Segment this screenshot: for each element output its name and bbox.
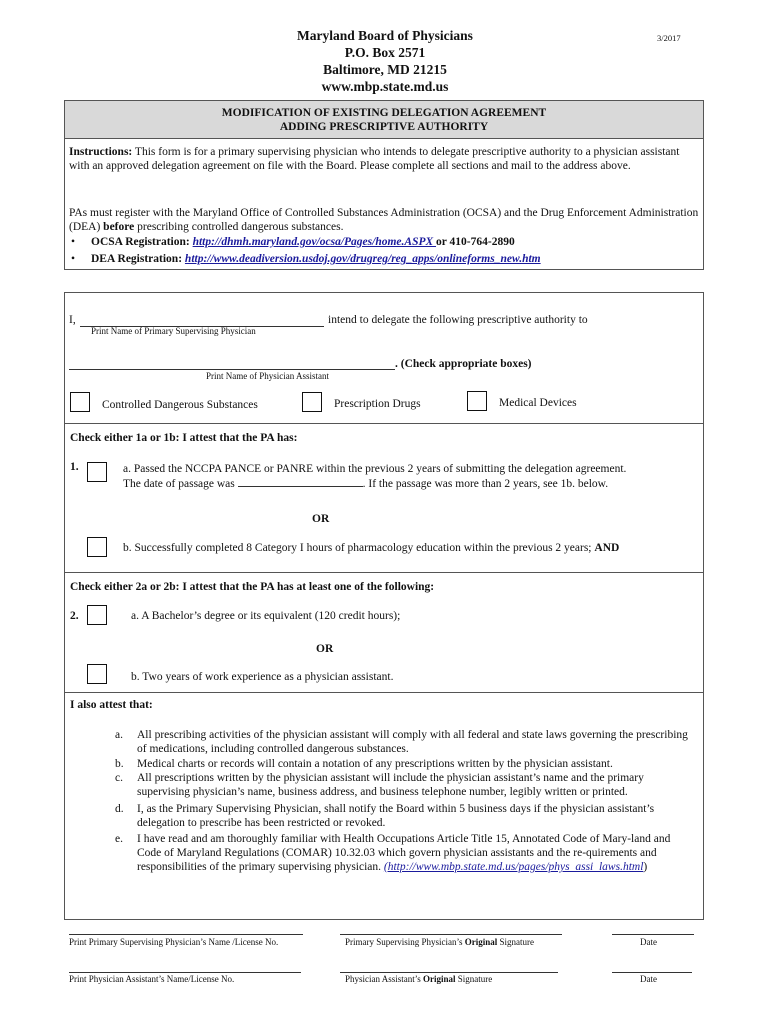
sig-suffix: Signature (497, 937, 535, 947)
attest-text: All prescriptions written by the physician assistant will include the physician assistant’s name and the primary supervising physician’s name, business address, and business telephone number, legibly written or printed. (137, 772, 644, 798)
ocsa-phone: or 410-764-2890 (436, 236, 515, 248)
section2-heading: Check either 2a or 2b: I attest that the PA has at least one of the following: (70, 581, 435, 593)
pa-registration-text-2: prescribing controlled dangerous substances. (134, 221, 344, 233)
original-word: Original (464, 937, 498, 947)
psp-sig-prefix: Primary Supervising Physician’s (345, 937, 465, 947)
sig-suffix: Signature (455, 974, 493, 984)
attest-heading: I also attest that: (70, 699, 153, 711)
laws-link-close: ) (643, 861, 648, 873)
attest-letter: e. (115, 833, 123, 845)
psp-date-caption: Date (640, 937, 657, 947)
form-title-line1: MODIFICATION OF EXISTING DELEGATION AGREEMENT (221, 107, 547, 119)
option-2a-text: a. A Bachelor’s degree or its equivalent (120 credit hours); (131, 610, 401, 622)
pa-name-sig-caption: Print Physician Assistant’s Name/License No. (69, 974, 235, 984)
attest-item-d (115, 802, 697, 830)
attest-letter: c. (115, 772, 123, 784)
org-name: Maryland Board of Physicians (297, 28, 473, 43)
divider (64, 692, 704, 693)
medical-devices-label: Medical Devices (499, 397, 577, 409)
psp-name-sig-caption: Print Primary Supervising Physician’s Name /License No. (69, 937, 279, 947)
medical-devices-checkbox[interactable] (467, 391, 487, 411)
cds-label: Controlled Dangerous Substances (102, 399, 258, 411)
section2-number: 2. (70, 610, 79, 622)
attest-letter: a. (115, 729, 123, 741)
attest-letter: b. (115, 758, 124, 770)
passage-date-suffix: . If the passage was more than 2 years, see 1b. below. (362, 478, 609, 490)
passage-date-blank[interactable] (238, 476, 363, 487)
instructions-text (69, 145, 701, 173)
registration-list (69, 235, 701, 266)
passage-date-prefix: The date of passage was (123, 478, 238, 490)
pa-registration-text-1: PAs must register with the Maryland Office of Controlled Substances Administration (OCSA) and the Drug Enforcement Administration (DEA) (69, 207, 699, 233)
divider (64, 423, 704, 424)
psp-name-caption: Print Name of Primary Supervising Physician (91, 326, 256, 336)
cds-checkbox[interactable] (70, 392, 90, 412)
intend-text: intend to delegate the following prescriptive authority to (328, 314, 588, 326)
attest-text: All prescribing activities of the physician assistant will comply with all federal and state laws governing the prescribing of medications, including controlled dangerous substances. (137, 729, 688, 755)
instructions-body: This form is for a primary supervising physician who intends to delegate prescriptive authority to a physician assistant with an approved delegation agreement on file with the Board. Please complete all sections and mail to the address above. (69, 146, 680, 172)
form-title-line2: ADDING PRESCRIPTIVE AUTHORITY (279, 121, 489, 133)
attest-item-b (115, 757, 697, 771)
attest-item-a (115, 728, 697, 756)
rx-drugs-label: Prescription Drugs (334, 398, 421, 410)
ocsa-item (69, 235, 701, 249)
dea-item (69, 252, 701, 266)
instructions-label: Instructions: (69, 146, 133, 158)
letterhead (200, 27, 570, 95)
option-1b-body: b. Successfully completed 8 Category I hours of pharmacology education within the previous 2 years; (123, 542, 595, 554)
option-1b-text (123, 541, 619, 555)
dea-link[interactable]: http://www.deadiversion.usdoj.gov/drugreg/reg_apps/onlineforms_new.htm (184, 253, 541, 265)
revision-date: 3/2017 (657, 33, 681, 43)
option-1a-line2 (123, 476, 703, 491)
ocsa-link[interactable]: http://dhmh.maryland.gov/ocsa/Pages/home.ASPX (192, 236, 437, 248)
pa-sig-prefix: Physician Assistant’s (345, 974, 424, 984)
attest-text: Medical charts or records will contain a notation of any prescriptions written by the physician assistant. (137, 758, 613, 770)
laws-link[interactable]: (http://www.mbp.state.md.us/pages/phys_assi_laws.html (383, 861, 644, 873)
i-prefix: I, (69, 314, 76, 326)
option-2b-checkbox[interactable] (87, 664, 107, 684)
pa-name-blank[interactable] (69, 369, 395, 370)
attest-item-c (115, 771, 697, 799)
pa-registration-text (69, 206, 701, 234)
attest-letter: d. (115, 803, 124, 815)
attest-text: I, as the Primary Supervising Physician, shall notify the Board within 5 business days if the physician assistant’s delegation to prescribe has been restricted or revoked. (137, 803, 655, 829)
ocsa-label: OCSA Registration: (91, 236, 193, 248)
psp-signature-line[interactable] (340, 934, 562, 935)
pa-date-line[interactable] (612, 972, 692, 973)
option-1b-checkbox[interactable] (87, 537, 107, 557)
psp-date-line[interactable] (612, 934, 694, 935)
psp-signature-caption (345, 937, 534, 947)
attest-item-e (115, 832, 697, 874)
divider (64, 572, 704, 573)
section1-heading: Check either 1a or 1b: I attest that the PA has: (70, 432, 298, 444)
and-word: AND (594, 542, 620, 554)
before-word: before (103, 221, 135, 233)
option-1a-line1: a. Passed the NCCPA PANCE or PANRE within the previous 2 years of submitting the delegation agreement. (123, 463, 627, 475)
section2-or: OR (316, 643, 334, 655)
pa-signature-line[interactable] (340, 972, 558, 973)
pa-date-caption: Date (640, 974, 657, 984)
pa-name-caption: Print Name of Physician Assistant (206, 371, 329, 381)
form-title (65, 101, 703, 139)
pa-name-line[interactable] (69, 972, 301, 973)
option-1a-text (123, 462, 703, 491)
option-2b-text: b. Two years of work experience as a physician assistant. (131, 671, 394, 683)
psp-name-line[interactable] (69, 934, 303, 935)
option-2a-checkbox[interactable] (87, 605, 107, 625)
attest-text: I have read and am thoroughly familiar with Health Occupations Article Title 15, Annotated Code of Mary-land and Code of Maryland Regulations (COMAR) 10.32.03 which govern physician assistants and the re-quirements and responsibilities of the primary supervising physician. (137, 833, 671, 873)
section1-or: OR (312, 513, 330, 525)
section1-number: 1. (70, 461, 79, 473)
website: www.mbp.state.md.us (321, 79, 449, 94)
pa-signature-caption (345, 974, 492, 984)
city-line: Baltimore, MD 21215 (323, 62, 447, 77)
option-1a-checkbox[interactable] (87, 462, 107, 482)
po-box: P.O. Box 2571 (344, 45, 426, 60)
original-word: Original (423, 974, 456, 984)
check-boxes-text: . (Check appropriate boxes) (395, 358, 532, 370)
dea-label: DEA Registration: (91, 253, 185, 265)
rx-drugs-checkbox[interactable] (302, 392, 322, 412)
